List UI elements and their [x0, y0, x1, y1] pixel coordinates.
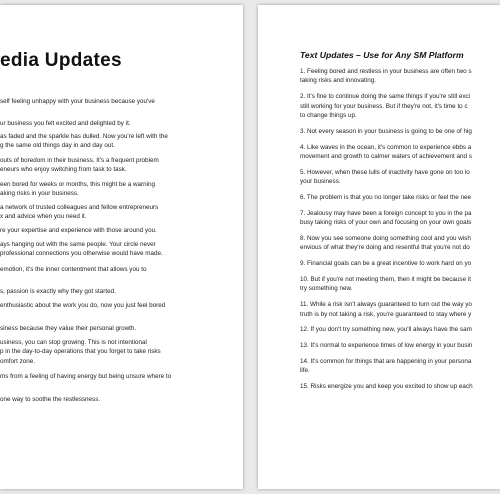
- section-title: Text Updates – Use for Any SM Platform: [300, 50, 464, 60]
- list-item: 9. Financial goals can be a great incentive to work hard on yo: [300, 260, 472, 268]
- paragraph: ur business you felt excited and delighted by it.: [0, 120, 131, 127]
- document-page-left: [0, 5, 243, 489]
- list-item: 15. Risks energize you and keep you excited to show up each: [300, 383, 473, 391]
- paragraph: a network of trusted colleagues and fellow entrepreneurs x and advice when you need it.: [0, 204, 159, 221]
- list-item: 11. While a risk isn't always guaranteed to turn out the way yo truth is by not taking a risk, you're guaranteed to stay where y: [300, 301, 472, 318]
- paragraph: s, passion is exactly why they got started.: [0, 288, 116, 295]
- list-item: 5. However, when these lulls of inactivity have gone on too lo your business.: [300, 168, 470, 186]
- paragraph: as faded and the sparkle has dulled. Now you're left with the g the same old things day in and day out.: [0, 133, 168, 150]
- list-item: 14. It's common for things that are happening in your persona life.: [300, 358, 472, 375]
- paragraph: siness because they value their personal growth.: [0, 325, 137, 332]
- paragraph: self feeling unhappy with your business because you've: [0, 98, 155, 105]
- list-item: 8. Now you see someone doing something cool and you wish envious of what they're doing and resentful that you're not do: [300, 235, 471, 252]
- document-page-right: [258, 5, 500, 489]
- paragraph: one way to soothe the restlessness.: [0, 396, 101, 403]
- paragraph: ays hanging out with the same people. Your circle never professional connections you otherwise would have made.: [0, 241, 163, 258]
- paragraph: een bored for weeks or months, this might be a warning aking risks in your business.: [0, 181, 156, 198]
- paragraph: usiness, you can stop growing. This is not intentional p in the day-to-day operations that you forget to take risks omfort zone.: [0, 339, 161, 365]
- list-item: 3. Not every season in your business is going to be one of hig: [300, 127, 472, 135]
- paragraph: enthusiastic about the work you do, now you just feel bored: [0, 302, 166, 309]
- list-item: 2. It's fine to continue doing the same things if you're still exci still working for your business. But if they're not, it's time to c to change things up.: [300, 93, 471, 120]
- numbered-list: [300, 67, 500, 398]
- list-item: 4. Like waves in the ocean, it's common to experience ebbs a movement and growth to calmer waters of achievement and s: [300, 143, 472, 161]
- paragraph: re your expertise and experience with those around you.: [0, 227, 157, 234]
- list-item: 7. Jealousy may have been a foreign concept to you in the pa busy taking risks of your own and focusing on your own goals: [300, 209, 472, 227]
- list-item: 12. If you don't try something new, you'll always have the sam: [300, 326, 472, 334]
- paragraph: emotion, it's the inner contentment that allows you to: [0, 266, 147, 273]
- paragraph: ms from a feeling of having energy but being unsure where to: [0, 373, 172, 380]
- page-title: edia Updates: [0, 50, 122, 71]
- list-item: 13. It's normal to experience times of low energy in your busin: [300, 342, 473, 350]
- list-item: 10. But if you're not meeting them, then it might be because it try something new.: [300, 276, 471, 293]
- list-item: 6. The problem is that you no longer take risks or feel the nee: [300, 194, 472, 202]
- list-item: 1. Feeling bored and restless in your business are often two s taking risks and innovating.: [300, 68, 472, 85]
- paragraph: outs of boredom in their business. It's a frequent problem eneurs who enjoy switching from task to task.: [0, 157, 159, 174]
